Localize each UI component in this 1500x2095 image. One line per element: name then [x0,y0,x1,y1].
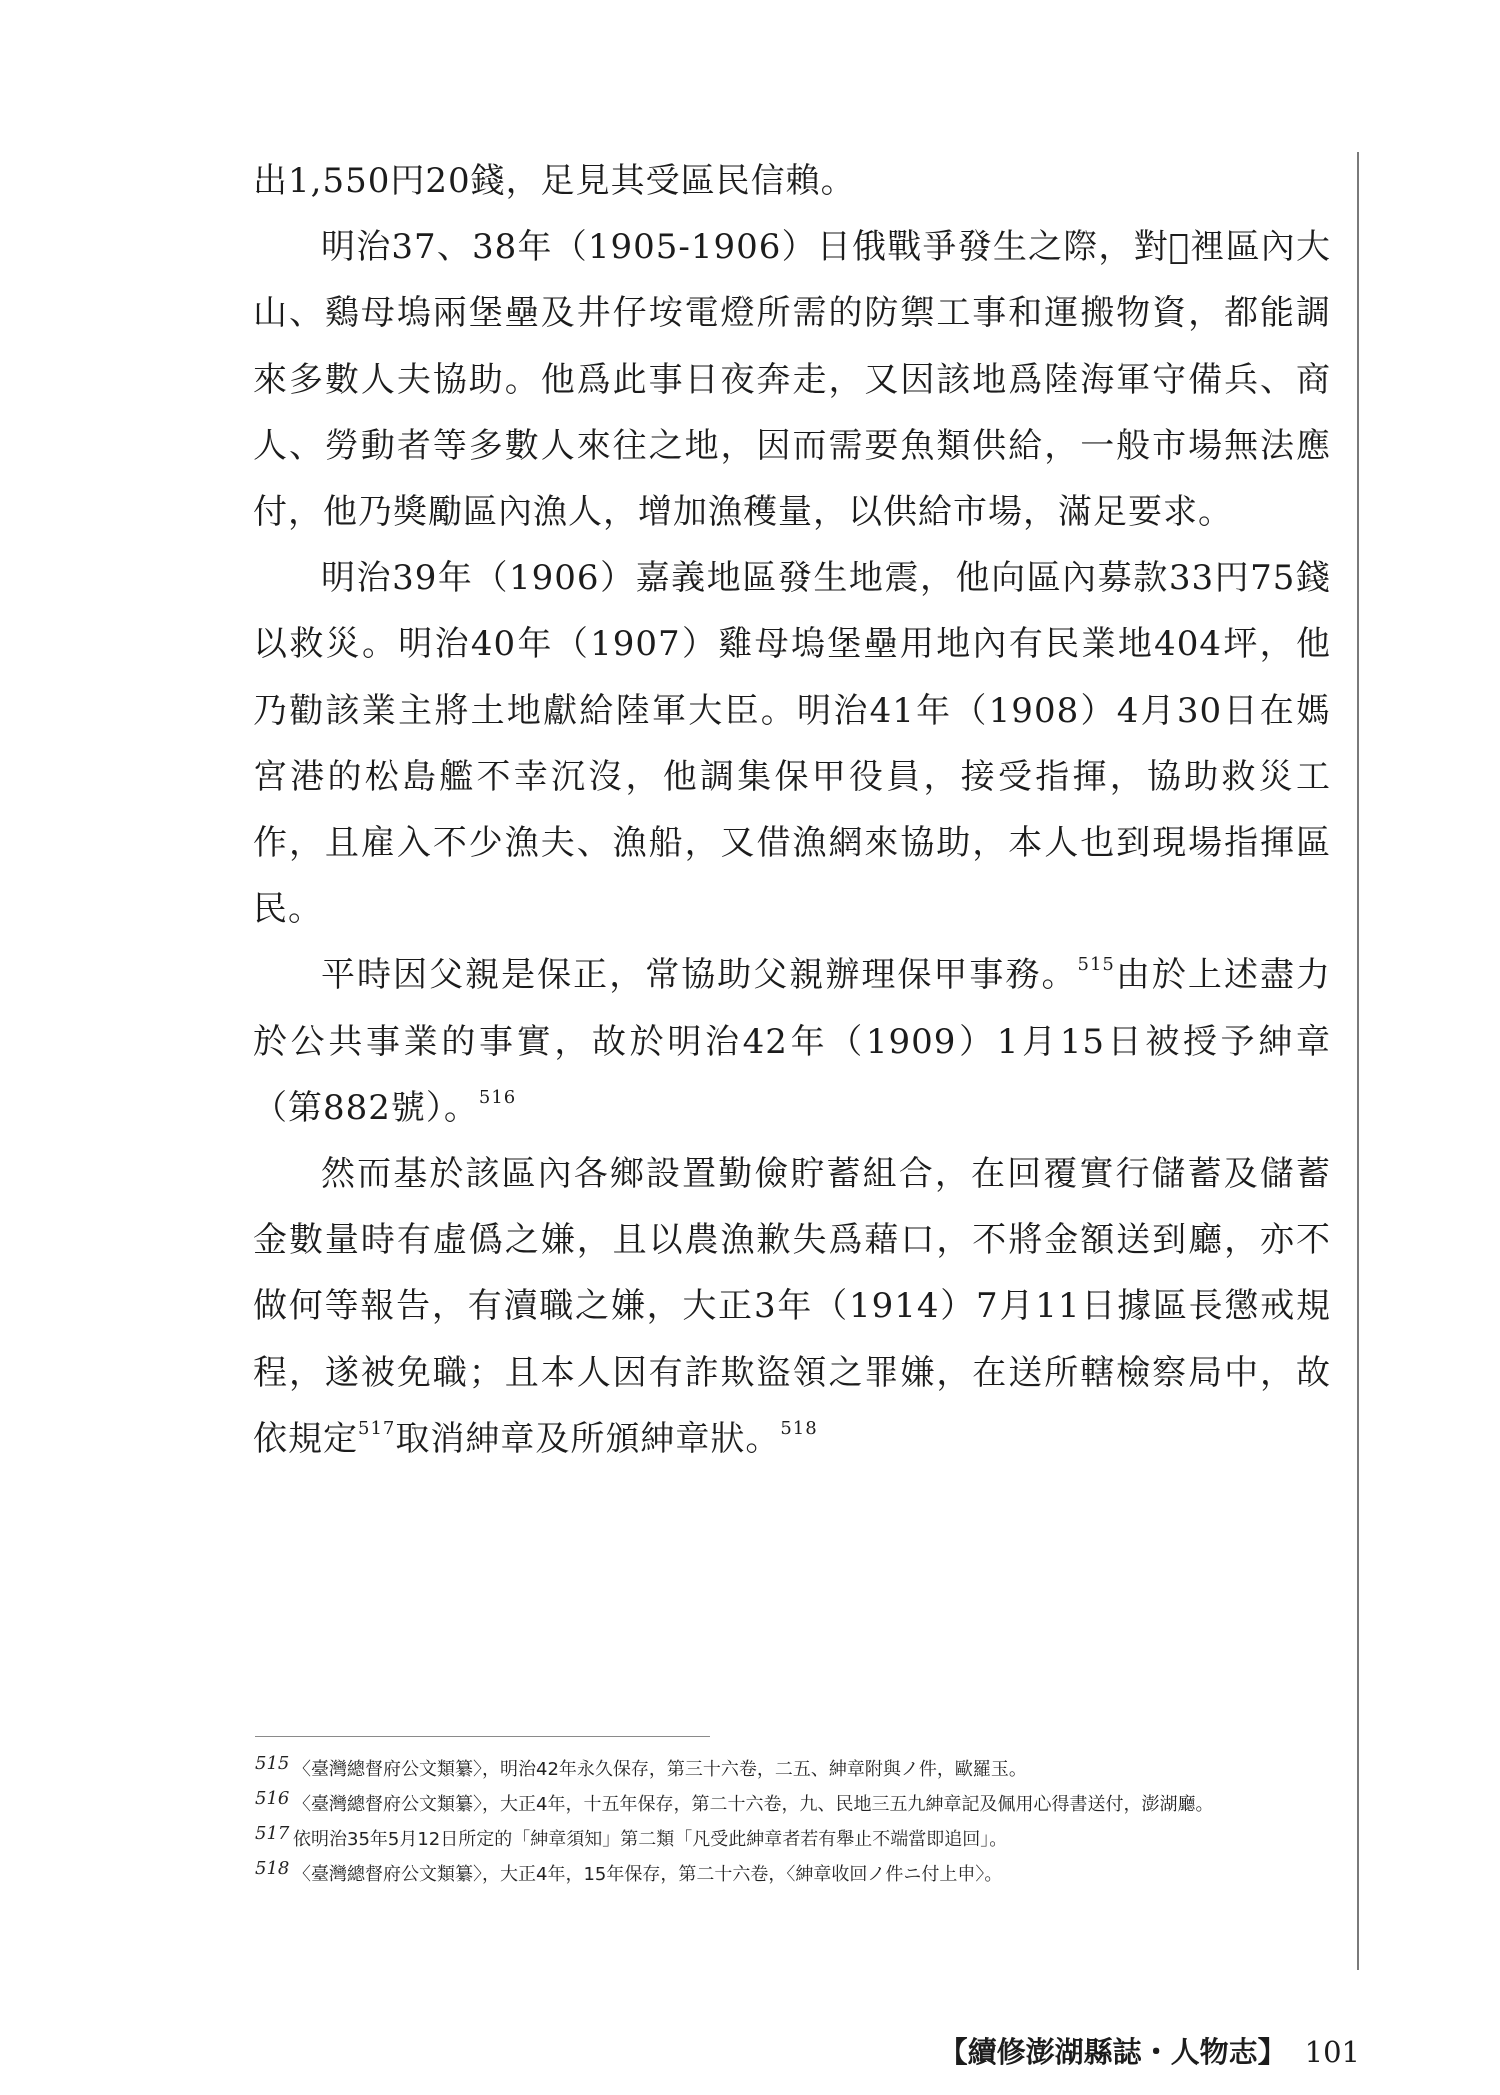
footnote-number: 517 [255,1823,290,1844]
page-number: 101 [1304,2035,1360,2069]
paragraph-5-part-b: 取消紳章及所頒紳章狀。 [395,1418,781,1459]
paragraph-4 [253,942,1331,1141]
paragraph-1: 出1,550円20錢，足見其受區民信賴。 [253,161,856,201]
paragraph-5-part-a: 然而基於該區內各鄉設置勤儉貯蓄組合，在回覆實行儲蓄及儲蓄金數量時有虛僞之嫌，且以農漁歉失爲藉口，不將金額送到廳，亦不做何等報告，有瀆職之嫌，大正3年（1914）7月11日據區長懲戒規程，遂被免職；且本人因有詐欺盜領之罪嫌，在送所轄檢察局中，故依規定 [253,1154,1331,1459]
book-title: 【續修澎湖縣誌・人物志】 [938,2035,1287,2069]
paragraph-2: 明治37、38年（1905-1906）日俄戰爭發生之際，對𡋡裡區內大山、鷄母塢兩堡壘及井仔垵電燈所需的防禦工事和運搬物資，都能調來多數人夫協助。他爲此事日夜奔走，又因該地爲陸海軍守備兵、商人、勞動者等多數人來往之地，因而需要魚類供給，一般市場無法應付，他乃獎勵區內漁人，增加漁穫量，以供給市場，滿足要求。 [253,227,1331,533]
running-footer [939,2030,1360,2071]
right-margin-rule [1357,152,1359,1970]
paragraph-4-part-b: 由於上述盡力於公共事業的事實，故於明治42年（1909）1月15日被授予紳章（第882號）。 [253,955,1332,1128]
footnote-518 [255,1859,1345,1891]
footnote-text: 〈臺灣總督府公文類纂〉，大正4年，十五年保存，第二十六卷，九、民地三五九紳章記及佩用心得書送付，澎湖廳。 [293,1794,1214,1815]
paragraph-3: 明治39年（1906）嘉義地區發生地震，他向區內募款33円75錢以救災。明治40年（1907）雞母塢堡壘用地內有民業地404坪，他乃勸該業主將土地獻給陸軍大臣。明治41年（1908）4月30日在媽宮港的松島艦不幸沉沒，他調集保甲役員，接受指揮，協助救災工作，且雇入不少漁夫、漁船，又借漁網來協助，本人也到現場指揮區民。 [253,558,1331,930]
footnote-number: 516 [255,1788,290,1809]
body-text [253,148,1331,1472]
footnote-516 [255,1789,1345,1821]
footnote-divider [255,1736,710,1737]
paragraph-4-part-a: 平時因父親是保正，常協助父親辦理保甲事務。 [321,955,1078,996]
footnote-text: 〈臺灣總督府公文類纂〉，明治42年永久保存，第三十六卷，二五、紳章附與ノ件，歐羅玉。 [293,1759,1027,1780]
footnote-ref-518[interactable]: 518 [780,1417,818,1439]
footnote-ref-517[interactable]: 517 [358,1417,396,1439]
footnote-517 [255,1824,1345,1856]
paragraph-5 [253,1141,1331,1472]
footnotes [255,1754,1345,1894]
footnote-text: 依明治35年5月12日所定的「紳章須知」第二類「凡受此紳章者若有舉止不端當即追回」。 [293,1829,1008,1850]
footnote-number: 518 [255,1858,290,1879]
footnote-ref-515[interactable]: 515 [1077,954,1115,976]
footnote-number: 515 [255,1753,290,1774]
footnote-text: 〈臺灣總督府公文類纂〉，大正4年，15年保存，第二十六卷，〈紳章收回ノ件ニ付上申〉。 [293,1864,1003,1885]
footnote-515 [255,1754,1345,1786]
footnote-ref-516[interactable]: 516 [478,1086,517,1108]
